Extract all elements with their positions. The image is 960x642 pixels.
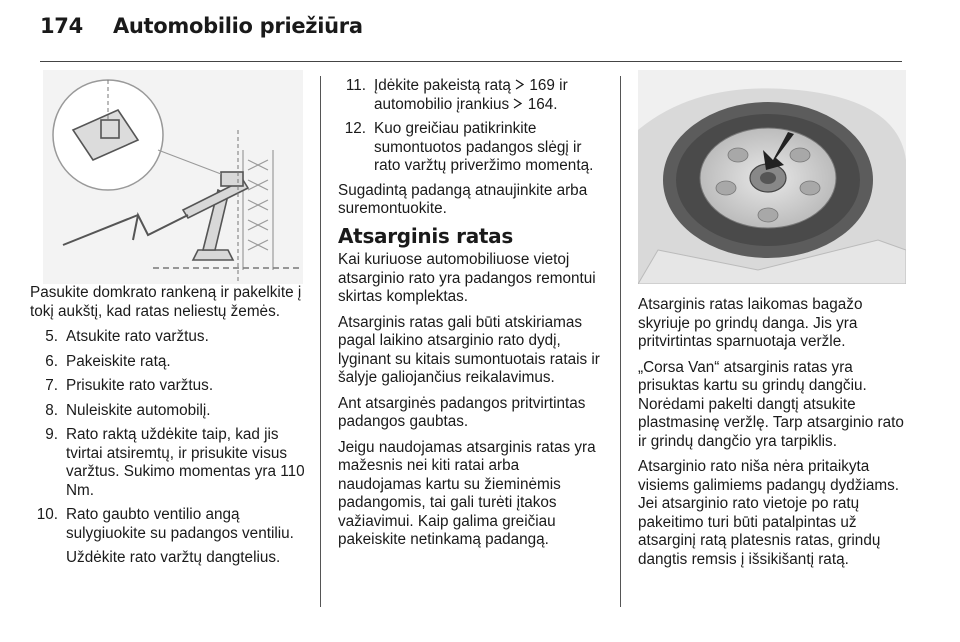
caption-text: Pasukite domkrato rankeną ir pakelkite į tokį aukštį, kad ratas neliestų žemės.	[30, 284, 302, 320]
list-item: 8. Nuleiskite automobilį.	[45, 401, 211, 419]
column-3	[638, 70, 906, 576]
column-divider-1	[320, 76, 321, 607]
list-item: 7. Prisukite rato varžtus.	[45, 377, 214, 394]
arrow-reference-icon[interactable]	[513, 96, 523, 115]
steps-list-1	[30, 328, 310, 543]
page-number: 174	[40, 14, 83, 38]
cross-reference-link[interactable]: 164.	[527, 95, 558, 113]
page-header	[40, 14, 363, 54]
paragraph: Kai kuriuose automobiliuose vietoj atsarginio rato yra padangos remontui skirtas komplektas.	[338, 251, 596, 305]
paragraph: Ant atsarginės padangos pritvirtintas padangos gaubtas.	[338, 394, 586, 430]
jack-illustration	[43, 70, 303, 284]
paragraph: Atsarginis ratas laikomas bagažo skyriuje po grindų danga. Jis yra pritvirtintas sparnuotaja veržle.	[638, 296, 863, 350]
column-divider-2	[620, 76, 621, 607]
paragraph: „Corsa Van“ atsarginis ratas yra prisuktas kartu su grindų dangčiu. Norėdami pakelti dangtį atsukite plastmasinę veržlę. Tarp atsarginio rato ir grindų dangčio yra tarpiklis.	[638, 358, 904, 450]
paragraph: Atsarginio rato niša nėra pritaikyta visiems galimiems padangų dydžiams. Jei atsarginio rato vietoje po ratų pakeitimo turi būti patalpintas už atsarginį ratą platesnis ratas, grindų dangtis remsis į išsikišantį ratą.	[638, 458, 900, 568]
column-2	[338, 77, 606, 557]
header-rule	[40, 61, 902, 62]
list-item: 9. Rato raktą uždėkite taip, kad jis tvirtai atsiremtų, ir prisukite visus varžtus. Sukimo momentas yra 110 Nm.	[45, 426, 305, 499]
list-item: 11. Įdėkite pakeistą ratą 169 ir automobilio įrankius 164.	[345, 77, 568, 113]
spare-wheel-illustration	[638, 70, 906, 284]
list-item: 6. Pakeiskite ratą.	[45, 352, 171, 370]
section-heading: Atsarginis ratas	[338, 223, 513, 248]
paragraph: Atsarginis ratas gali būti atskiriamas pagal laikino atsarginio rato dydį, lyginant su kitais sumontuotais ratais ir šalyje galiojančius reikalavimus.	[338, 313, 600, 386]
list-item: 5. Atsukite rato varžtus.	[45, 328, 209, 345]
cross-reference-link[interactable]: 169 ir automobilio įrankius	[374, 77, 568, 113]
list-item: 12. Kuo greičiau patikrinkite sumontuotos padangos slėgį ir rato varžtų priveržimo momentą.	[344, 120, 594, 174]
column-1	[30, 70, 310, 575]
arrow-reference-icon[interactable]	[515, 77, 525, 96]
steps-list-2	[338, 77, 606, 176]
page-title: Automobilio priežiūra	[112, 14, 363, 38]
paragraph: Jeigu naudojamas atsarginis ratas yra mažesnis nei kiti ratai arba naudojamas kartu su žieminėmis padangomis, tai gali turėti įtakos važiavimui. Kaip galima greičiau pakeiskite netinkamą padangą.	[338, 438, 596, 548]
subnote-text: Uždėkite rato varžtų dangtelius.	[66, 549, 281, 566]
paragraph: Sugadintą padangą atnaujinkite arba suremontuokite.	[338, 181, 588, 217]
list-item: 10. Rato gaubto ventilio angą sulygiuokite su padangos ventiliu.	[36, 506, 294, 542]
